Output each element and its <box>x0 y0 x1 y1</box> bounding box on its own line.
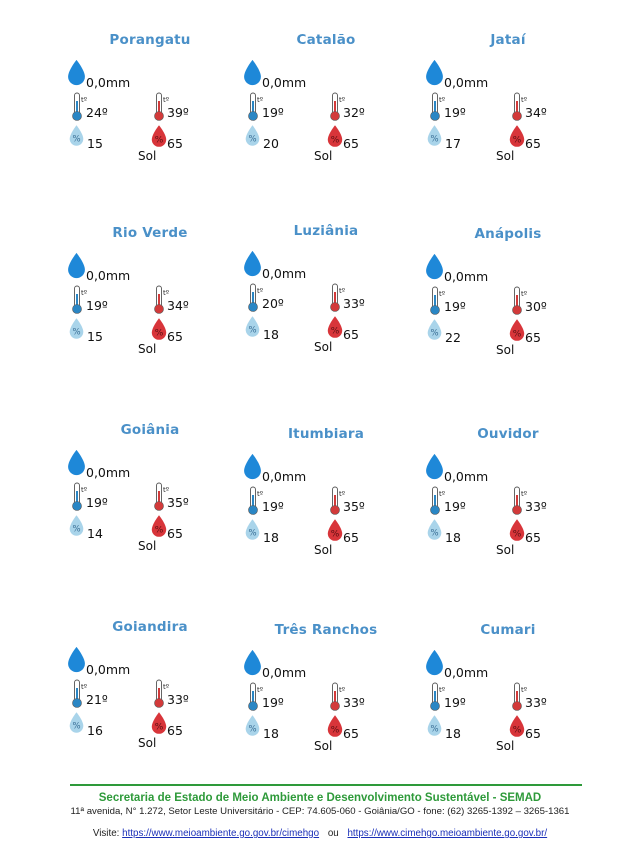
svg-text:tº: tº <box>439 290 446 298</box>
thermometer-hot-icon <box>512 486 526 516</box>
humidity-high-icon <box>508 714 526 738</box>
svg-text:%: % <box>154 135 164 146</box>
humidity-high-icon <box>508 124 526 148</box>
svg-text:tº: tº <box>339 96 346 104</box>
svg-text:tº: tº <box>521 490 528 498</box>
city-forecast <box>418 226 598 376</box>
svg-text:tº: tº <box>339 686 346 694</box>
thermometer-hot-icon <box>512 682 526 712</box>
svg-text:%: % <box>430 328 439 339</box>
humidity-high-icon <box>326 124 344 148</box>
rainfall-value: 0,0mm <box>444 269 489 284</box>
city-forecast <box>60 32 240 182</box>
water-drop-icon <box>424 252 445 281</box>
humidity-low-icon <box>426 124 443 147</box>
max-humidity: 65 <box>167 136 183 151</box>
thermometer-cold-icon <box>72 92 86 122</box>
min-humidity: 18 <box>445 726 461 741</box>
humidity-high-icon <box>508 518 526 542</box>
svg-text:%: % <box>330 135 340 146</box>
thermometer-cold-icon <box>72 679 86 709</box>
max-temperature: 33º <box>167 692 189 707</box>
svg-text:%: % <box>430 724 439 735</box>
city-name: Goiandira <box>112 619 188 635</box>
footer-organization: Secretaria de Estado de Meio Ambiente e Desenvolvimento Sustentável - SEMAD <box>98 792 542 804</box>
min-temperature: 24º <box>86 105 108 120</box>
thermometer-cold-icon <box>72 482 86 512</box>
rainfall-value: 0,0mm <box>444 75 489 90</box>
rainfall-value: 0,0mm <box>86 465 131 480</box>
weather-condition: Sol <box>138 736 157 750</box>
svg-text:tº: tº <box>163 486 170 494</box>
svg-text:tº: tº <box>257 287 264 295</box>
thermometer-hot-icon <box>154 92 168 122</box>
weather-condition: Sol <box>314 340 333 354</box>
rainfall-value: 0,0mm <box>86 662 131 677</box>
thermometer-hot-icon <box>330 682 344 712</box>
thermometer-hot-icon <box>512 286 526 316</box>
max-temperature: 35º <box>167 495 189 510</box>
city-forecast <box>418 32 598 182</box>
svg-text:tº: tº <box>163 683 170 691</box>
city-forecast <box>418 622 598 772</box>
min-humidity: 14 <box>87 526 103 541</box>
svg-text:tº: tº <box>163 289 170 297</box>
thermometer-hot-icon <box>330 283 344 313</box>
humidity-low-icon <box>244 714 261 737</box>
svg-text:tº: tº <box>339 287 346 295</box>
thermometer-hot-icon <box>154 482 168 512</box>
humidity-high-icon <box>508 318 526 342</box>
svg-text:tº: tº <box>339 490 346 498</box>
max-temperature: 33º <box>343 296 365 311</box>
footer-divider <box>70 784 582 786</box>
humidity-high-icon <box>150 514 168 538</box>
humidity-low-icon <box>68 514 85 537</box>
rainfall-value: 0,0mm <box>262 75 307 90</box>
max-temperature: 32º <box>343 105 365 120</box>
city-name: Rio Verde <box>112 225 188 241</box>
svg-text:%: % <box>72 524 81 535</box>
water-drop-icon <box>242 452 263 481</box>
min-humidity: 18 <box>263 726 279 741</box>
city-name: Goiânia <box>120 422 180 438</box>
min-humidity: 22 <box>445 330 461 345</box>
weather-condition: Sol <box>138 342 157 356</box>
min-humidity: 16 <box>87 723 103 738</box>
svg-text:tº: tº <box>81 96 88 104</box>
thermometer-cold-icon <box>248 92 262 122</box>
max-humidity: 65 <box>343 136 359 151</box>
thermometer-cold-icon <box>430 92 444 122</box>
max-humidity: 65 <box>167 329 183 344</box>
max-humidity: 65 <box>167 723 183 738</box>
min-temperature: 20º <box>262 296 284 311</box>
cimehgo-link[interactable]: https://www.cimehgo.meioambiente.go.gov.br/ <box>347 828 548 839</box>
thermometer-cold-icon <box>248 283 262 313</box>
svg-text:%: % <box>512 135 522 146</box>
svg-text:tº: tº <box>257 96 264 104</box>
min-humidity: 18 <box>263 327 279 342</box>
water-drop-icon <box>66 448 87 477</box>
water-drop-icon <box>66 58 87 87</box>
humidity-low-icon <box>426 714 443 737</box>
min-humidity: 18 <box>445 530 461 545</box>
humidity-high-icon <box>150 711 168 735</box>
humidity-low-icon <box>426 518 443 541</box>
weather-condition: Sol <box>314 739 333 753</box>
city-name: Anápolis <box>474 226 542 242</box>
svg-text:tº: tº <box>521 686 528 694</box>
min-temperature: 19º <box>444 695 466 710</box>
humidity-low-icon <box>244 315 261 338</box>
svg-text:tº: tº <box>257 686 264 694</box>
max-humidity: 65 <box>525 136 541 151</box>
max-temperature: 33º <box>525 499 547 514</box>
svg-text:tº: tº <box>439 686 446 694</box>
min-temperature: 19º <box>444 299 466 314</box>
weather-condition: Sol <box>138 149 157 163</box>
humidity-low-icon <box>68 317 85 340</box>
max-temperature: 33º <box>525 695 547 710</box>
svg-text:%: % <box>248 325 257 336</box>
humidity-low-icon <box>68 124 85 147</box>
max-humidity: 65 <box>525 330 541 345</box>
svg-text:%: % <box>154 722 164 733</box>
city-forecast <box>60 225 240 375</box>
humidity-low-icon <box>68 711 85 734</box>
svg-text:%: % <box>430 134 439 145</box>
thermometer-hot-icon <box>154 679 168 709</box>
water-drop-icon <box>66 251 87 280</box>
rainfall-value: 0,0mm <box>262 469 307 484</box>
rainfall-value: 0,0mm <box>86 268 131 283</box>
thermometer-hot-icon <box>330 92 344 122</box>
min-temperature: 19º <box>262 499 284 514</box>
svg-text:%: % <box>430 528 439 539</box>
humidity-low-icon <box>244 518 261 541</box>
max-humidity: 65 <box>343 530 359 545</box>
humidity-high-icon <box>150 124 168 148</box>
thermometer-cold-icon <box>72 285 86 315</box>
weather-condition: Sol <box>496 543 515 557</box>
city-name: Cumari <box>480 622 536 638</box>
footer-address: 11ª avenida, N° 1.272, Setor Leste Universitário - CEP: 74.605-060 - Goiânia/GO - fone: (62) 3265-1392 – 3265-1361 <box>70 806 570 817</box>
svg-text:%: % <box>330 529 340 540</box>
svg-text:%: % <box>248 134 257 145</box>
svg-text:%: % <box>154 328 164 339</box>
svg-text:%: % <box>154 525 164 536</box>
min-temperature: 19º <box>86 298 108 313</box>
city-name: Ouvidor <box>477 426 539 442</box>
weather-condition: Sol <box>496 343 515 357</box>
water-drop-icon <box>424 58 445 87</box>
city-name: Luziânia <box>293 223 359 239</box>
water-drop-icon <box>66 645 87 674</box>
thermometer-cold-icon <box>430 682 444 712</box>
min-temperature: 19º <box>86 495 108 510</box>
visit-label: Visite: <box>92 828 120 839</box>
svg-text:tº: tº <box>81 683 88 691</box>
min-temperature: 21º <box>86 692 108 707</box>
humidity-high-icon <box>326 315 344 339</box>
min-humidity: 15 <box>87 136 103 151</box>
water-drop-icon <box>242 249 263 278</box>
min-temperature: 19º <box>262 105 284 120</box>
humidity-low-icon <box>244 124 261 147</box>
svg-text:tº: tº <box>521 290 528 298</box>
svg-text:tº: tº <box>439 490 446 498</box>
max-humidity: 65 <box>167 526 183 541</box>
max-temperature: 34º <box>167 298 189 313</box>
thermometer-hot-icon <box>512 92 526 122</box>
min-humidity: 17 <box>445 136 461 151</box>
city-forecast <box>60 619 240 769</box>
link-separator: ou <box>327 828 339 839</box>
svg-text:%: % <box>512 725 522 736</box>
svg-text:tº: tº <box>81 289 88 297</box>
min-temperature: 19º <box>444 105 466 120</box>
rainfall-value: 0,0mm <box>444 665 489 680</box>
weather-condition: Sol <box>496 149 515 163</box>
humidity-high-icon <box>326 518 344 542</box>
max-humidity: 65 <box>343 327 359 342</box>
min-temperature: 19º <box>444 499 466 514</box>
svg-text:tº: tº <box>163 96 170 104</box>
footer-visit <box>0 828 640 839</box>
city-name: Itumbiara <box>287 426 365 442</box>
city-forecast <box>236 32 416 182</box>
min-humidity: 20 <box>263 136 279 151</box>
city-forecast <box>418 426 598 576</box>
max-temperature: 35º <box>343 499 365 514</box>
svg-text:%: % <box>512 329 522 340</box>
city-name: Catalão <box>296 32 356 48</box>
city-forecast <box>236 426 416 576</box>
water-drop-icon <box>242 58 263 87</box>
svg-text:%: % <box>72 134 81 145</box>
city-name: Porangatu <box>109 32 191 48</box>
min-humidity: 18 <box>263 530 279 545</box>
svg-text:tº: tº <box>257 490 264 498</box>
city-forecast <box>236 223 416 373</box>
rainfall-value: 0,0mm <box>444 469 489 484</box>
rainfall-value: 0,0mm <box>262 665 307 680</box>
svg-text:%: % <box>512 529 522 540</box>
rainfall-value: 0,0mm <box>86 75 131 90</box>
max-humidity: 65 <box>525 530 541 545</box>
city-forecast <box>60 422 240 572</box>
svg-text:%: % <box>248 528 257 539</box>
meioambiente-link[interactable]: https://www.meioambiente.go.gov.br/cimehgo <box>122 828 320 839</box>
svg-text:tº: tº <box>439 96 446 104</box>
rainfall-value: 0,0mm <box>262 266 307 281</box>
weather-condition: Sol <box>314 543 333 557</box>
max-temperature: 30º <box>525 299 547 314</box>
min-humidity: 15 <box>87 329 103 344</box>
max-temperature: 39º <box>167 105 189 120</box>
svg-text:%: % <box>330 725 340 736</box>
thermometer-cold-icon <box>430 286 444 316</box>
thermometer-cold-icon <box>248 486 262 516</box>
weather-condition: Sol <box>314 149 333 163</box>
thermometer-hot-icon <box>330 486 344 516</box>
svg-text:%: % <box>72 327 81 338</box>
thermometer-hot-icon <box>154 285 168 315</box>
city-name: Três Ranchos <box>274 622 378 638</box>
humidity-low-icon <box>426 318 443 341</box>
svg-text:%: % <box>330 326 340 337</box>
thermometer-cold-icon <box>430 486 444 516</box>
thermometer-cold-icon <box>248 682 262 712</box>
humidity-high-icon <box>326 714 344 738</box>
svg-text:tº: tº <box>81 486 88 494</box>
water-drop-icon <box>424 648 445 677</box>
water-drop-icon <box>242 648 263 677</box>
svg-text:%: % <box>248 724 257 735</box>
weather-condition: Sol <box>496 739 515 753</box>
water-drop-icon <box>424 452 445 481</box>
max-temperature: 33º <box>343 695 365 710</box>
city-forecast <box>236 622 416 772</box>
max-temperature: 34º <box>525 105 547 120</box>
humidity-high-icon <box>150 317 168 341</box>
svg-text:tº: tº <box>521 96 528 104</box>
min-temperature: 19º <box>262 695 284 710</box>
weather-condition: Sol <box>138 539 157 553</box>
city-name: Jataí <box>490 32 526 48</box>
max-humidity: 65 <box>525 726 541 741</box>
svg-text:%: % <box>72 721 81 732</box>
max-humidity: 65 <box>343 726 359 741</box>
